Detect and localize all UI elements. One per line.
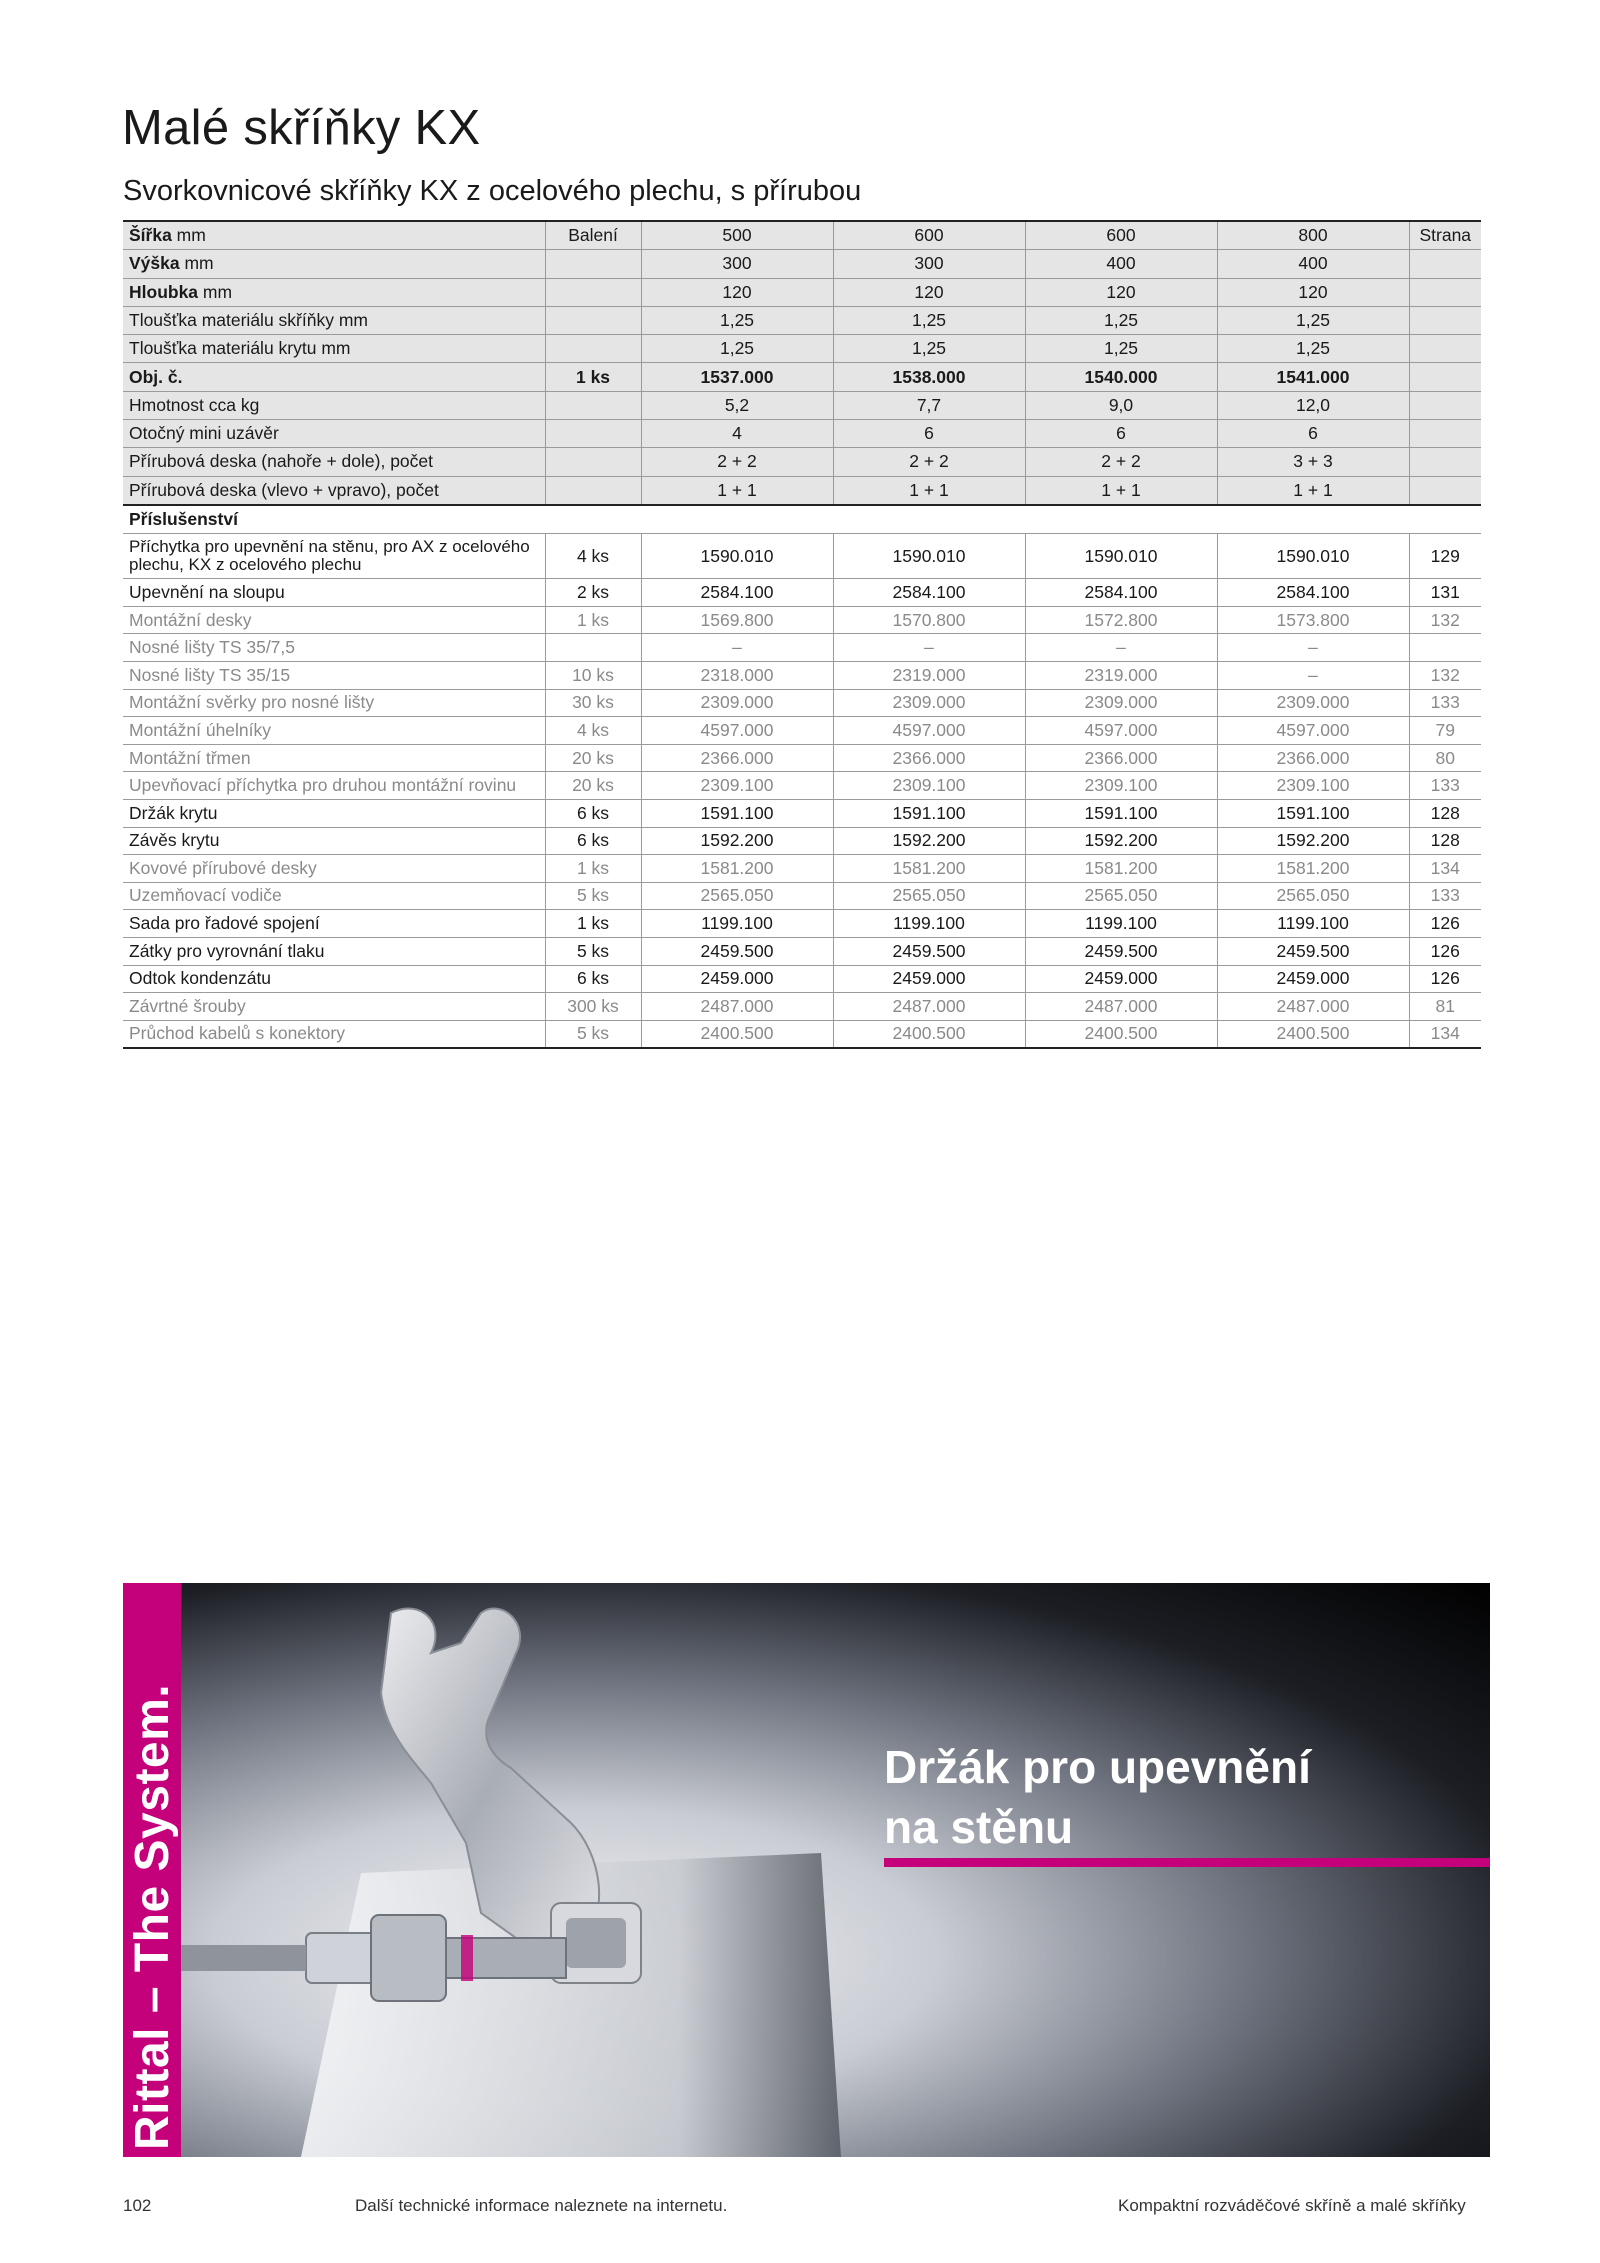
- page-ref-cell: Strana: [1409, 221, 1481, 250]
- page-ref-cell: 80: [1409, 744, 1481, 772]
- value-cell: 1591.100: [833, 800, 1025, 828]
- row-label: Příchytka pro upevnění na stěnu, pro AX z ocelového plechu, KX z ocelového plechu: [123, 534, 545, 579]
- value-cell: 1199.100: [1025, 910, 1217, 938]
- packaging-cell: 4 ks: [545, 717, 641, 745]
- value-cell: 2 + 2: [1025, 448, 1217, 476]
- value-cell: 1590.010: [833, 534, 1025, 579]
- page-subtitle: Svorkovnicové skříňky KX z ocelového plechu, s přírubou: [123, 175, 862, 207]
- value-cell: 4597.000: [833, 717, 1025, 745]
- packaging-cell: [545, 250, 641, 278]
- value-cell: 2309.100: [641, 772, 833, 800]
- value-cell: 300: [641, 250, 833, 278]
- packaging-cell: 30 ks: [545, 689, 641, 717]
- packaging-cell: [545, 420, 641, 448]
- value-cell: –: [1025, 634, 1217, 662]
- value-cell: 6: [833, 420, 1025, 448]
- page-ref-cell: 128: [1409, 827, 1481, 855]
- banner-heading: [884, 1738, 1311, 1858]
- value-cell: 500: [641, 221, 833, 250]
- value-cell: 1,25: [641, 306, 833, 334]
- value-cell: 400: [1217, 250, 1409, 278]
- spec-row: [123, 476, 1481, 505]
- accessory-row: [123, 534, 1481, 579]
- page-ref-cell: [1409, 391, 1481, 419]
- accessory-row: [123, 1020, 1481, 1048]
- value-cell: 2309.000: [1217, 689, 1409, 717]
- row-label: Montážní úhelníky: [123, 717, 545, 745]
- row-label: Upevnění na sloupu: [123, 579, 545, 607]
- value-cell: 1569.800: [641, 606, 833, 634]
- value-cell: 2459.000: [1217, 965, 1409, 993]
- value-cell: 1581.200: [641, 855, 833, 883]
- page-ref-cell: 134: [1409, 855, 1481, 883]
- page-ref-cell: 81: [1409, 993, 1481, 1021]
- page-ref-cell: [1409, 363, 1481, 391]
- page-ref-cell: [1409, 306, 1481, 334]
- value-cell: 2459.000: [833, 965, 1025, 993]
- packaging-cell: 1 ks: [545, 910, 641, 938]
- value-cell: 1581.200: [833, 855, 1025, 883]
- packaging-cell: 6 ks: [545, 800, 641, 828]
- brand-tagline: Rittal – The System.: [126, 1683, 179, 2150]
- value-cell: 2584.100: [1025, 579, 1217, 607]
- value-cell: 2487.000: [641, 993, 833, 1021]
- value-cell: 4597.000: [1025, 717, 1217, 745]
- row-label: Montážní desky: [123, 606, 545, 634]
- page-ref-cell: [1409, 278, 1481, 306]
- packaging-cell: 5 ks: [545, 882, 641, 910]
- row-label: Upevňovací příchytka pro druhou montážní rovinu: [123, 772, 545, 800]
- banner-accent-line: [884, 1858, 1490, 1867]
- value-cell: –: [1217, 662, 1409, 690]
- row-label-strong: Hloubka: [129, 281, 199, 302]
- row-label: Nosné lišty TS 35/7,5: [123, 634, 545, 662]
- row-label-unit: mm: [171, 225, 206, 246]
- spec-row: [123, 335, 1481, 363]
- value-cell: 1541.000: [1217, 363, 1409, 391]
- value-cell: 2366.000: [641, 744, 833, 772]
- value-cell: 2565.050: [641, 882, 833, 910]
- row-label-strong: Výška: [129, 253, 180, 274]
- product-photo: [181, 1583, 1490, 2157]
- value-cell: 1590.010: [1217, 534, 1409, 579]
- page-ref-cell: [1409, 250, 1481, 278]
- value-cell: 2318.000: [641, 662, 833, 690]
- row-label: Montážní svěrky pro nosné lišty: [123, 689, 545, 717]
- row-label: Přírubová deska (vlevo + vpravo), počet: [123, 476, 545, 505]
- page-ref-cell: 133: [1409, 772, 1481, 800]
- row-label: Hmotnost cca kg: [123, 391, 545, 419]
- value-cell: 1538.000: [833, 363, 1025, 391]
- packaging-cell: 2 ks: [545, 579, 641, 607]
- accessory-row: [123, 937, 1481, 965]
- packaging-cell: 20 ks: [545, 744, 641, 772]
- row-label: Otočný mini uzávěr: [123, 420, 545, 448]
- value-cell: 800: [1217, 221, 1409, 250]
- value-cell: 600: [1025, 221, 1217, 250]
- accessory-row: [123, 606, 1481, 634]
- value-cell: 300: [833, 250, 1025, 278]
- value-cell: 1592.200: [1025, 827, 1217, 855]
- header-row: [123, 221, 1481, 250]
- value-cell: 2400.500: [1217, 1020, 1409, 1048]
- value-cell: 400: [1025, 250, 1217, 278]
- spec-row: [123, 250, 1481, 278]
- value-cell: 4: [641, 420, 833, 448]
- page-title: Malé skříňky KX: [122, 101, 481, 155]
- value-cell: 1 + 1: [641, 476, 833, 505]
- value-cell: 2319.000: [833, 662, 1025, 690]
- packaging-cell: 6 ks: [545, 827, 641, 855]
- value-cell: 120: [1217, 278, 1409, 306]
- accessory-row: [123, 662, 1481, 690]
- page-ref-cell: 128: [1409, 800, 1481, 828]
- value-cell: 2319.000: [1025, 662, 1217, 690]
- packaging-cell: [545, 448, 641, 476]
- accessory-row: [123, 689, 1481, 717]
- value-cell: 2 + 2: [641, 448, 833, 476]
- page-ref-cell: 79: [1409, 717, 1481, 745]
- row-label: Nosné lišty TS 35/15: [123, 662, 545, 690]
- packaging-cell: 6 ks: [545, 965, 641, 993]
- packaging-cell: 5 ks: [545, 937, 641, 965]
- value-cell: 1,25: [1217, 306, 1409, 334]
- value-cell: 2366.000: [1217, 744, 1409, 772]
- value-cell: 2309.100: [1025, 772, 1217, 800]
- value-cell: 1572.800: [1025, 606, 1217, 634]
- row-label: Tloušťka materiálu krytu mm: [123, 335, 545, 363]
- accessory-row: [123, 579, 1481, 607]
- value-cell: 2400.500: [641, 1020, 833, 1048]
- value-cell: 9,0: [1025, 391, 1217, 419]
- value-cell: 2459.000: [641, 965, 833, 993]
- spec-row: [123, 391, 1481, 419]
- value-cell: 4597.000: [641, 717, 833, 745]
- row-label: [123, 278, 545, 306]
- spec-row: [123, 420, 1481, 448]
- packaging-cell: [545, 335, 641, 363]
- value-cell: 12,0: [1217, 391, 1409, 419]
- row-label-unit: mm: [198, 281, 233, 302]
- banner-heading-line2: na stěnu: [884, 1800, 1074, 1853]
- accessories-title: Příslušenství: [123, 505, 1481, 534]
- value-cell: 1,25: [1025, 335, 1217, 363]
- accessory-row: [123, 993, 1481, 1021]
- accessory-row: [123, 717, 1481, 745]
- value-cell: 2565.050: [833, 882, 1025, 910]
- page-ref-cell: 133: [1409, 689, 1481, 717]
- row-label: Přírubová deska (nahoře + dole), počet: [123, 448, 545, 476]
- accessory-row: [123, 965, 1481, 993]
- page-ref-cell: 131: [1409, 579, 1481, 607]
- value-cell: 1199.100: [1217, 910, 1409, 938]
- spec-row: [123, 278, 1481, 306]
- value-cell: 2366.000: [833, 744, 1025, 772]
- accessory-row: [123, 910, 1481, 938]
- value-cell: 2309.100: [1217, 772, 1409, 800]
- value-cell: 2366.000: [1025, 744, 1217, 772]
- promo-banner: [123, 1583, 1490, 2157]
- value-cell: 1590.010: [641, 534, 833, 579]
- row-label: Kovové přírubové desky: [123, 855, 545, 883]
- value-cell: 120: [1025, 278, 1217, 306]
- value-cell: 2487.000: [833, 993, 1025, 1021]
- row-label-unit: mm: [179, 253, 214, 274]
- value-cell: 1199.100: [641, 910, 833, 938]
- value-cell: 2309.000: [833, 689, 1025, 717]
- packaging-cell: 5 ks: [545, 1020, 641, 1048]
- packaging-cell: 10 ks: [545, 662, 641, 690]
- page-ref-cell: [1409, 335, 1481, 363]
- value-cell: 3 + 3: [1217, 448, 1409, 476]
- value-cell: 120: [833, 278, 1025, 306]
- spec-row: [123, 448, 1481, 476]
- value-cell: 2565.050: [1025, 882, 1217, 910]
- spec-row: [123, 306, 1481, 334]
- value-cell: 1 + 1: [1025, 476, 1217, 505]
- value-cell: 1581.200: [1217, 855, 1409, 883]
- packaging-cell: [545, 278, 641, 306]
- value-cell: 1,25: [833, 335, 1025, 363]
- accessory-row: [123, 744, 1481, 772]
- value-cell: 1540.000: [1025, 363, 1217, 391]
- page-ref-cell: 126: [1409, 965, 1481, 993]
- packaging-cell: 1 ks: [545, 363, 641, 391]
- value-cell: 2487.000: [1217, 993, 1409, 1021]
- row-label: Držák krytu: [123, 800, 545, 828]
- value-cell: 2487.000: [1025, 993, 1217, 1021]
- row-label: Průchod kabelů s konektory: [123, 1020, 545, 1048]
- value-cell: –: [833, 634, 1025, 662]
- packaging-cell: 20 ks: [545, 772, 641, 800]
- row-label: Závrtné šrouby: [123, 993, 545, 1021]
- footer-note: Další technické informace naleznete na internetu.: [355, 2196, 728, 2215]
- row-label: Tloušťka materiálu skříňky mm: [123, 306, 545, 334]
- value-cell: 1,25: [641, 335, 833, 363]
- value-cell: 2309.000: [1025, 689, 1217, 717]
- value-cell: 2459.000: [1025, 965, 1217, 993]
- page-ref-cell: 134: [1409, 1020, 1481, 1048]
- value-cell: 1570.800: [833, 606, 1025, 634]
- wall-bracket-illustration: [181, 1583, 1490, 2157]
- page-ref-cell: 133: [1409, 882, 1481, 910]
- value-cell: 5,2: [641, 391, 833, 419]
- page-ref-cell: 132: [1409, 662, 1481, 690]
- accessory-row: [123, 855, 1481, 883]
- row-label: Sada pro řadové spojení: [123, 910, 545, 938]
- packaging-cell: 1 ks: [545, 855, 641, 883]
- value-cell: 1573.800: [1217, 606, 1409, 634]
- value-cell: 6: [1217, 420, 1409, 448]
- value-cell: 1537.000: [641, 363, 833, 391]
- value-cell: 2 + 2: [833, 448, 1025, 476]
- row-label: Montážní třmen: [123, 744, 545, 772]
- value-cell: 1 + 1: [833, 476, 1025, 505]
- value-cell: 2584.100: [641, 579, 833, 607]
- row-label: Obj. č.: [123, 363, 545, 391]
- value-cell: 2309.100: [833, 772, 1025, 800]
- packaging-cell: Balení: [545, 221, 641, 250]
- value-cell: 2565.050: [1217, 882, 1409, 910]
- value-cell: 120: [641, 278, 833, 306]
- accessory-row: [123, 827, 1481, 855]
- value-cell: 1592.200: [833, 827, 1025, 855]
- accessory-row: [123, 800, 1481, 828]
- packaging-cell: [545, 306, 641, 334]
- value-cell: 2584.100: [1217, 579, 1409, 607]
- value-cell: 1591.100: [1025, 800, 1217, 828]
- page-ref-cell: [1409, 634, 1481, 662]
- value-cell: 2400.500: [1025, 1020, 1217, 1048]
- value-cell: 600: [833, 221, 1025, 250]
- spec-table: [123, 220, 1481, 1049]
- page-ref-cell: [1409, 476, 1481, 505]
- value-cell: 1,25: [1217, 335, 1409, 363]
- packaging-cell: [545, 634, 641, 662]
- packaging-cell: [545, 391, 641, 419]
- page-ref-cell: [1409, 420, 1481, 448]
- value-cell: 1 + 1: [1217, 476, 1409, 505]
- page-number: 102: [123, 2196, 152, 2215]
- value-cell: 1581.200: [1025, 855, 1217, 883]
- page-ref-cell: 126: [1409, 937, 1481, 965]
- page-ref-cell: 126: [1409, 910, 1481, 938]
- value-cell: 1591.100: [1217, 800, 1409, 828]
- page-ref-cell: 132: [1409, 606, 1481, 634]
- row-label: Odtok kondenzátu: [123, 965, 545, 993]
- value-cell: 1,25: [833, 306, 1025, 334]
- value-cell: 2584.100: [833, 579, 1025, 607]
- value-cell: 2459.500: [833, 937, 1025, 965]
- order-number-row: [123, 363, 1481, 391]
- row-label: Závěs krytu: [123, 827, 545, 855]
- accessory-row: [123, 634, 1481, 662]
- value-cell: 2459.500: [641, 937, 833, 965]
- row-label: Zátky pro vyrovnání tlaku: [123, 937, 545, 965]
- row-label: [123, 250, 545, 278]
- value-cell: 2400.500: [833, 1020, 1025, 1048]
- packaging-cell: [545, 476, 641, 505]
- packaging-cell: 1 ks: [545, 606, 641, 634]
- value-cell: 1199.100: [833, 910, 1025, 938]
- value-cell: –: [641, 634, 833, 662]
- row-label: Uzemňovací vodiče: [123, 882, 545, 910]
- value-cell: 1,25: [1025, 306, 1217, 334]
- value-cell: 1592.200: [1217, 827, 1409, 855]
- accessories-section-row: [123, 505, 1481, 534]
- row-label: [123, 221, 545, 250]
- packaging-cell: 4 ks: [545, 534, 641, 579]
- value-cell: 1591.100: [641, 800, 833, 828]
- value-cell: 2309.000: [641, 689, 833, 717]
- value-cell: 2459.500: [1217, 937, 1409, 965]
- page-ref-cell: [1409, 448, 1481, 476]
- value-cell: 7,7: [833, 391, 1025, 419]
- accessory-row: [123, 882, 1481, 910]
- accessory-row: [123, 772, 1481, 800]
- value-cell: –: [1217, 634, 1409, 662]
- banner-heading-line1: Držák pro upevnění: [884, 1741, 1311, 1793]
- value-cell: 1592.200: [641, 827, 833, 855]
- value-cell: 1590.010: [1025, 534, 1217, 579]
- page-ref-cell: 129: [1409, 534, 1481, 579]
- footer-section-title: Kompaktní rozváděčové skříně a malé skříňky: [1118, 2196, 1466, 2215]
- value-cell: 4597.000: [1217, 717, 1409, 745]
- value-cell: 6: [1025, 420, 1217, 448]
- packaging-cell: 300 ks: [545, 993, 641, 1021]
- value-cell: 2459.500: [1025, 937, 1217, 965]
- row-label-strong: Šířka: [129, 225, 172, 246]
